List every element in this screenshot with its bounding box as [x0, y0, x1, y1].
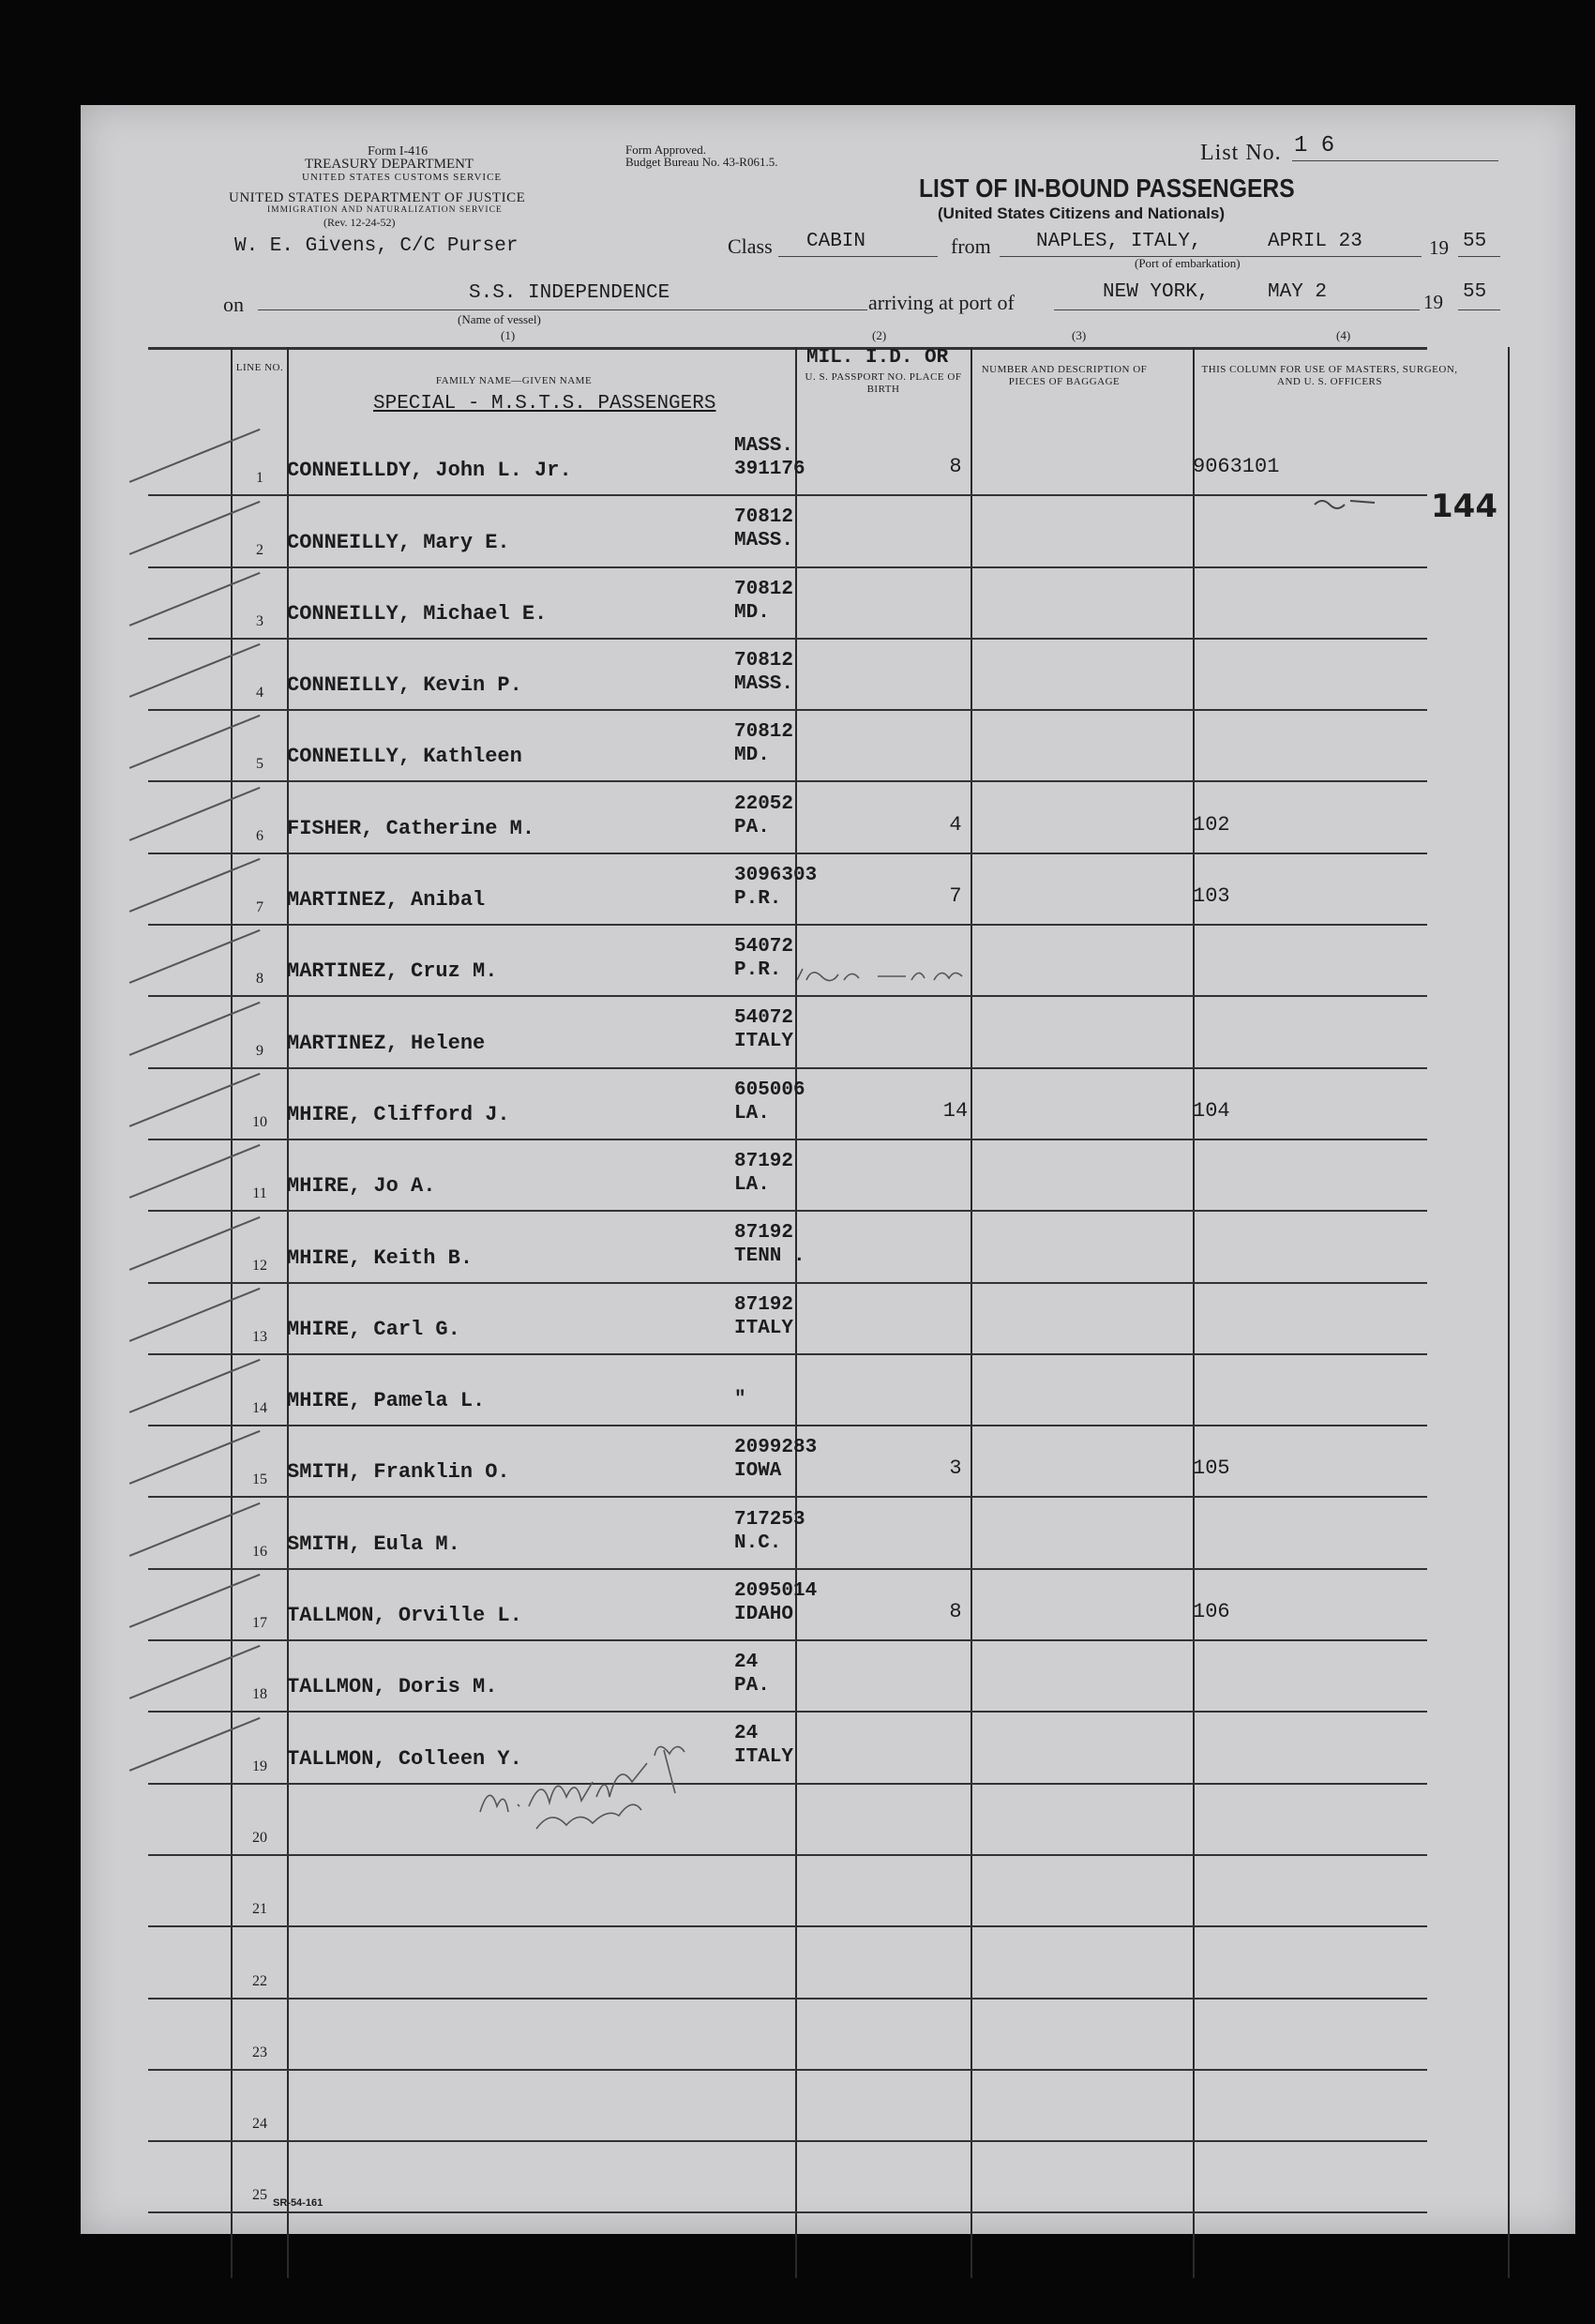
column-number-2: (2): [872, 328, 887, 342]
port-embarkation-caption: (Port of embarkation): [1135, 256, 1241, 270]
id-line-1: 24: [734, 1652, 759, 1674]
id-line-1: 22052: [734, 792, 794, 815]
vessel-caption: (Name of vessel): [458, 312, 541, 326]
table-row: [148, 2071, 1427, 2142]
line-number: 25: [252, 2187, 267, 2204]
column-number-1: (1): [501, 328, 516, 342]
table-row: [148, 425, 1427, 496]
officer-entry: 9063101: [1193, 455, 1280, 478]
grid-right-border: [1508, 347, 1510, 2278]
id-line-2: PA.: [734, 816, 770, 838]
line-number: 9: [256, 1042, 263, 1059]
passenger-name: MHIRE, Clifford J.: [287, 1102, 510, 1126]
table-row: [148, 1713, 1427, 1784]
passenger-name: TALLMON, Colleen Y.: [287, 1746, 522, 1771]
id-line-2: PA.: [734, 1675, 770, 1698]
baggage-count: 8: [949, 455, 962, 478]
id-line-1: 70812: [734, 649, 794, 672]
line-number: 2: [256, 541, 263, 558]
passenger-name: MARTINEZ, Helene: [287, 1031, 486, 1055]
class-label: Class: [728, 234, 773, 258]
id-line-2: TENN .: [734, 1245, 805, 1268]
officer-entry: 106: [1193, 1599, 1230, 1623]
line-number: 10: [252, 1113, 267, 1130]
header-line-no: LINE NO.: [235, 362, 284, 373]
line-number: 4: [256, 685, 263, 702]
id-line-2: 391176: [734, 459, 805, 480]
embarkation-date: APRIL 23: [1268, 231, 1362, 252]
id-line-2: N.C.: [734, 1532, 782, 1554]
class-value: CABIN: [806, 231, 866, 252]
table-row: [148, 2000, 1427, 2071]
list-number-underline: [1292, 160, 1498, 161]
arrival-date: MAY 2: [1268, 281, 1328, 303]
line-number: 24: [252, 2116, 267, 2133]
line-number: 18: [252, 1686, 267, 1703]
line-number: 21: [252, 1901, 267, 1918]
table-row: [148, 1499, 1427, 1570]
table-row: [148, 854, 1427, 926]
id-line-1: 87192: [734, 1222, 794, 1245]
passenger-name: MHIRE, Pamela L.: [287, 1389, 486, 1413]
id-line-1: 70812: [734, 578, 794, 600]
id-line-1: 70812: [734, 721, 794, 744]
id-line-1: 54072: [734, 936, 794, 958]
handwritten-signature: [476, 1707, 748, 1852]
passenger-name: SMITH, Eula M.: [287, 1532, 460, 1556]
line-number: 3: [256, 612, 263, 629]
passenger-name: MARTINEZ, Anibal: [287, 888, 486, 913]
baggage-count: 3: [949, 1456, 962, 1481]
passenger-name: CONNEILLY, Michael E.: [287, 601, 548, 626]
passenger-name: CONNEILLDY, John L. Jr.: [287, 459, 572, 483]
list-number-value: 1 6: [1294, 133, 1335, 158]
year-prefix: 19: [1429, 236, 1449, 259]
table-row: [148, 926, 1427, 997]
year-underline: [1458, 256, 1500, 257]
form-number: Form I-416: [368, 144, 429, 158]
id-line-2: MD.: [734, 745, 770, 767]
passenger-name: MHIRE, Keith B.: [287, 1245, 474, 1270]
baggage-count: 7: [949, 883, 962, 908]
table-row: [148, 1856, 1427, 1927]
table-row: [148, 2142, 1427, 2213]
line-number: 1: [256, 470, 263, 487]
footer-form-code: SR-54-161: [273, 2197, 324, 2209]
passenger-name: MHIRE, Carl G.: [287, 1317, 460, 1341]
header-special-passengers: SPECIAL - M.S.T.S. PASSENGERS: [373, 393, 716, 415]
baggage-count: 8: [949, 1599, 962, 1623]
table-row: [148, 1140, 1427, 1212]
id-line-1: 54072: [734, 1007, 794, 1030]
id-line-2: P.R.: [734, 887, 782, 910]
baggage-count: 4: [949, 812, 962, 837]
customs-label: UNITED STATES CUSTOMS SERVICE: [302, 172, 503, 183]
rev-label: (Rev. 12-24-52): [324, 216, 396, 229]
line-number: 22: [252, 1972, 267, 1989]
column-number-3: (3): [1072, 328, 1087, 342]
id-line-2: MASS.: [734, 530, 794, 552]
officer-entry: 102: [1193, 812, 1230, 837]
table-row: [148, 1927, 1427, 1999]
line-number: 7: [256, 899, 263, 916]
line-number: 6: [256, 827, 263, 844]
id-line-2: ": [734, 1388, 746, 1411]
id-line-2: ITALY: [734, 1746, 794, 1769]
passenger-name: TALLMON, Doris M.: [287, 1675, 498, 1699]
id-line-1: 717253: [734, 1508, 805, 1531]
ins-label: IMMIGRATION AND NATURALIZATION SERVICE: [267, 205, 503, 215]
header-family-name: FAMILY NAME—GIVEN NAME: [435, 375, 593, 386]
line-number: 19: [252, 1758, 267, 1774]
table-row: [148, 783, 1427, 854]
justice-label: UNITED STATES DEPARTMENT OF JUSTICE: [229, 190, 526, 205]
id-line-2: ITALY: [734, 1031, 794, 1053]
column-number-4: (4): [1336, 328, 1351, 342]
officer-entry: 105: [1193, 1456, 1230, 1481]
passenger-name: SMITH, Franklin O.: [287, 1460, 510, 1485]
id-line-1: 70812: [734, 506, 794, 529]
header-mil-id: MIL. I.D. OR: [806, 347, 949, 369]
document-title: LIST OF IN-BOUND PASSENGERS: [919, 174, 1295, 203]
id-line-1: 2099283: [734, 1437, 818, 1459]
table-row: [148, 1426, 1427, 1498]
margin-note-144: 144: [1431, 488, 1497, 525]
table-row: [148, 1069, 1427, 1140]
line-number: 23: [252, 2044, 267, 2060]
passenger-name: FISHER, Catherine M.: [287, 816, 535, 840]
vessel-name: S.S. INDEPENDENCE: [469, 282, 670, 304]
line-number: 13: [252, 1328, 267, 1345]
document-subtitle: (United States Citizens and Nationals): [938, 204, 1226, 222]
id-line-2: P.R.: [734, 959, 782, 982]
embarkation-year: 55: [1463, 231, 1487, 252]
handwritten-scribble-row-2: [1313, 495, 1378, 510]
table-row: [148, 1212, 1427, 1283]
id-line-2: MASS.: [734, 672, 794, 695]
id-line-2: ITALY: [734, 1317, 794, 1339]
line-number: 12: [252, 1257, 267, 1274]
id-line-1: 605006: [734, 1079, 805, 1101]
header-passport: U. S. PASSPORT NO. PLACE OF BIRTH: [805, 371, 962, 395]
id-line-1: 3096303: [734, 864, 818, 886]
embarkation-port: NAPLES, ITALY,: [1036, 231, 1202, 252]
table-row: [148, 1355, 1427, 1426]
handwritten-number-row-8: [793, 963, 971, 992]
line-number: 11: [252, 1185, 267, 1202]
passenger-name: TALLMON, Orville L.: [287, 1604, 522, 1628]
line-number: 15: [252, 1471, 267, 1488]
on-label: on: [223, 293, 244, 316]
line-number: 8: [256, 971, 263, 988]
table-row: [148, 1641, 1427, 1713]
table-row: [148, 496, 1427, 567]
table-row: [148, 711, 1427, 782]
arrival-year-underline: [1458, 309, 1500, 310]
purser-name: W. E. Givens, C/C Purser: [234, 235, 519, 257]
id-line-2: MD.: [734, 601, 770, 624]
list-number-label: List No.: [1200, 141, 1282, 165]
arrival-year: 55: [1463, 281, 1487, 303]
officer-entry: 103: [1193, 883, 1230, 908]
table-row: [148, 1785, 1427, 1856]
table-row: [148, 640, 1427, 711]
table-row: [148, 1284, 1427, 1355]
line-number: 16: [252, 1543, 267, 1560]
arrival-port: NEW YORK,: [1103, 281, 1210, 303]
id-line-2: LA.: [734, 1102, 770, 1124]
from-label: from: [951, 234, 991, 258]
line-number: 14: [252, 1400, 267, 1417]
passenger-name: CONNEILLY, Kevin P.: [287, 673, 522, 698]
budget-label: Budget Bureau No. 43-R061.5.: [625, 155, 778, 169]
passenger-name: MHIRE, Jo A.: [287, 1174, 436, 1199]
id-line-2: IOWA: [734, 1460, 782, 1483]
line-number: 20: [252, 1829, 267, 1846]
id-line-1: 2095014: [734, 1579, 818, 1602]
id-line-1: 87192: [734, 1151, 794, 1172]
id-line-2: IDAHO: [734, 1603, 794, 1625]
row-divider: [148, 2211, 1427, 2213]
id-line-2: LA.: [734, 1174, 770, 1196]
passenger-name: CONNEILLY, Kathleen: [287, 745, 522, 769]
table-row: [148, 1570, 1427, 1641]
baggage-count: 14: [942, 1098, 969, 1123]
line-number: 5: [256, 756, 263, 773]
treasury-label: TREASURY DEPARTMENT: [305, 157, 474, 172]
header-baggage: NUMBER AND DESCRIPTION OF PIECES OF BAGGAGE: [981, 364, 1148, 387]
id-line-1: 24: [734, 1723, 759, 1745]
arriving-label: arriving at port of: [868, 291, 1015, 314]
id-line-1: MASS.: [734, 435, 794, 457]
header-officers: THIS COLUMN FOR USE OF MASTERS, SURGEON, AND U. S. OFFICERS: [1201, 364, 1458, 387]
passenger-name: CONNEILLY, Mary E.: [287, 530, 510, 554]
table-row: [148, 568, 1427, 640]
passenger-name: MARTINEZ, Cruz M.: [287, 959, 498, 984]
table-row: [148, 997, 1427, 1068]
line-number: 17: [252, 1615, 267, 1632]
arrival-year-prefix: 19: [1423, 291, 1443, 313]
officer-entry: 104: [1193, 1098, 1230, 1123]
id-line-1: 87192: [734, 1293, 794, 1316]
approval-label: Form Approved.: [625, 143, 706, 157]
table-top-border: [148, 347, 1427, 350]
